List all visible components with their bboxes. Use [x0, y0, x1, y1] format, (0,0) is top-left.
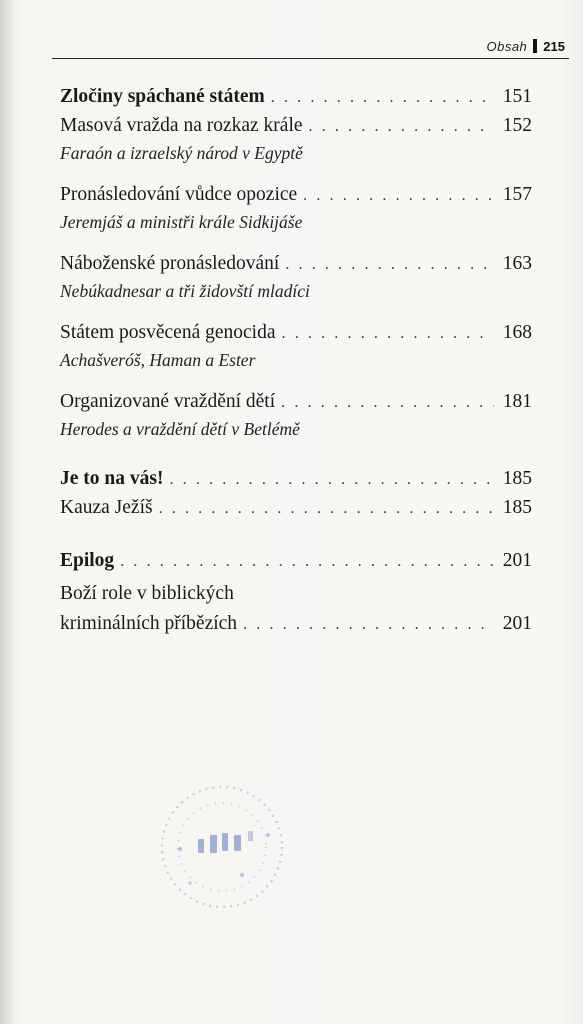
toc-page-number: 157	[502, 184, 532, 205]
toc-entry	[60, 181, 532, 210]
toc-entry-title: Státem posvěcená genocida	[60, 322, 276, 343]
toc-section-title: Zločiny spáchané státem	[60, 86, 265, 107]
toc-page-number: 168	[502, 322, 532, 343]
toc-section	[60, 465, 532, 494]
table-of-contents	[60, 83, 532, 639]
toc-entry-title: Kauza Ježíš	[60, 497, 153, 518]
dot-leader	[243, 611, 494, 639]
dot-leader	[120, 548, 494, 576]
toc-section	[60, 547, 532, 576]
header-separator	[533, 39, 537, 53]
dot-leader	[282, 320, 495, 348]
toc-page-number: 163	[502, 253, 532, 274]
header-title: Obsah	[486, 38, 528, 54]
running-header	[486, 36, 565, 56]
toc-entry	[60, 319, 532, 348]
dot-leader	[303, 182, 494, 210]
toc-entry-subtitle: Jeremjáš a ministři krále Sidkijáše	[60, 212, 303, 232]
toc-page-number: 151	[502, 86, 532, 107]
toc-page-number: 201	[502, 550, 532, 571]
header-page-number: 215	[543, 38, 565, 54]
toc-page-number: 181	[502, 391, 532, 412]
toc-page-number: 185	[502, 468, 532, 489]
toc-entry-subtitle: Faraón a izraelský národ v Egyptě	[60, 143, 303, 163]
toc-entry	[60, 388, 532, 417]
toc-entry	[60, 112, 532, 141]
toc-page-number: 185	[502, 497, 532, 518]
header-rule	[52, 58, 569, 59]
dot-leader	[169, 466, 494, 494]
toc-entry-subtitle: Achašveróš, Haman a Ester	[60, 350, 256, 370]
dot-leader	[281, 389, 494, 417]
dot-leader	[285, 251, 494, 279]
toc-entry	[60, 494, 532, 523]
toc-section-title: Je to na vás!	[60, 468, 164, 489]
spine-shadow	[0, 0, 14, 1024]
dot-leader	[271, 84, 494, 112]
toc-entry	[60, 610, 532, 639]
toc-entry-title: Organizované vraždění dětí	[60, 391, 276, 412]
toc-entry-subtitle: Nebúkadnesar a tři židovští mladíci	[60, 281, 310, 301]
toc-page-number: 201	[502, 613, 532, 634]
toc-entry	[60, 250, 532, 279]
toc-entry-title: kriminálních příbězích	[60, 613, 238, 634]
dot-leader	[309, 113, 494, 141]
toc-entry-title: Náboženské pronásledování	[60, 253, 280, 274]
toc-page-number: 152	[502, 115, 532, 136]
dot-leader	[159, 495, 494, 523]
toc-entry-title: Pronásledování vůdce opozice	[60, 184, 298, 205]
toc-entry-title: Masová vražda na rozkaz krále	[60, 115, 303, 136]
toc-entry-title-line: Boží role v biblických	[60, 583, 234, 604]
faded-library-stamp	[150, 775, 300, 920]
toc-section	[60, 83, 532, 112]
toc-entry-subtitle: Herodes a vraždění dětí v Betlémě	[60, 419, 300, 439]
toc-section-title: Epilog	[60, 550, 115, 571]
